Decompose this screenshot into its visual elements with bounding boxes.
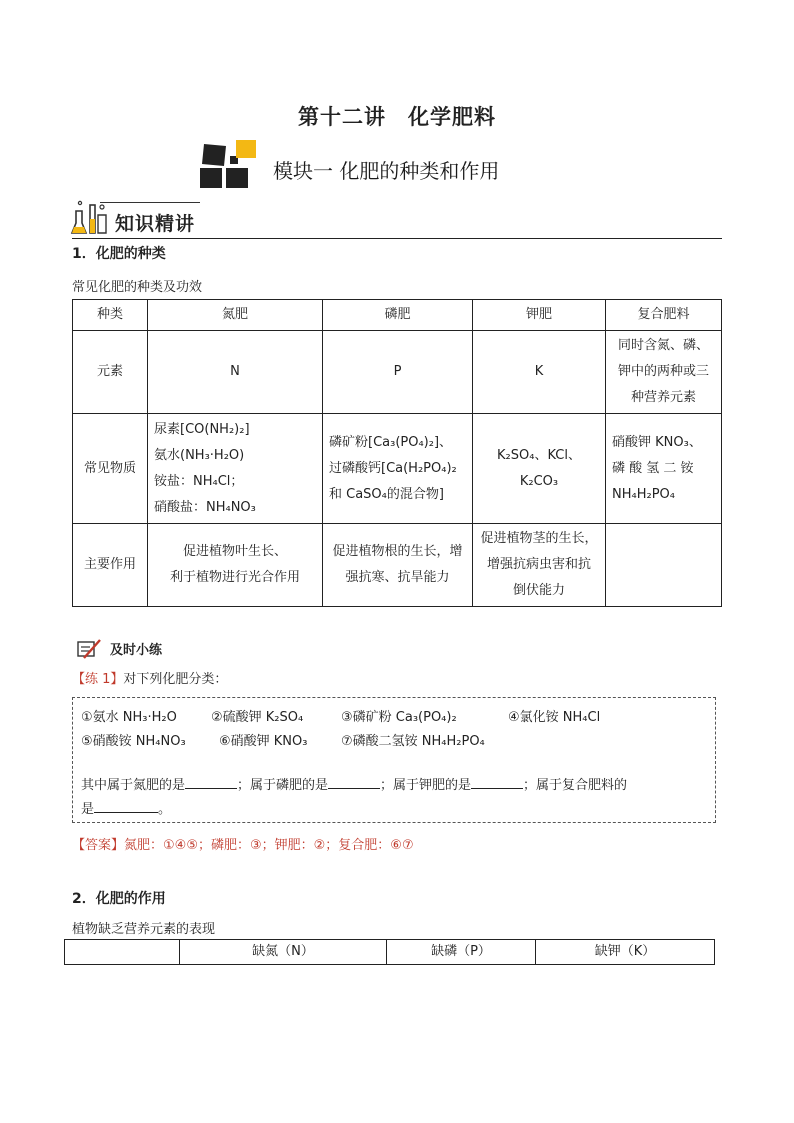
practice-prompt-line1: [81, 774, 627, 793]
table-caption-2: 植物缺乏营养元素的表现: [72, 922, 216, 937]
table-cell: [606, 524, 722, 607]
banner-top-rule: [100, 202, 200, 203]
cell-line: NH₄H₂PO₄: [612, 486, 675, 502]
answer-blank-compound[interactable]: [94, 798, 158, 813]
table-cell: [323, 524, 473, 607]
option-4: ④氯化铵 NH₄Cl: [508, 710, 601, 725]
cell-line: 和 CaSO₄的混合物]: [329, 486, 444, 502]
cell-line: 利于植物进行光合作用: [169, 570, 300, 585]
header-cell: 缺磷（P）: [387, 940, 536, 965]
module-logo-icon: [198, 138, 260, 190]
table-row-function: [73, 524, 722, 607]
banner-rule: [72, 238, 722, 239]
practice-prompt-line2: [81, 798, 171, 817]
option-3: ③磷矿粉 Ca₃(PO₄)₂: [341, 710, 457, 725]
option-2: ②硫酸钾 K₂SO₄: [211, 710, 304, 725]
header-cell: 氮肥: [148, 300, 323, 331]
answer-blank-k[interactable]: [471, 774, 523, 789]
cell-line: 促进植物叶生长、: [182, 544, 287, 559]
cell-line: 增强抗病虫害和抗: [486, 557, 591, 572]
practice-tag: 【练 1】: [72, 672, 124, 687]
prompt-text: ；属于磷肥的是: [237, 778, 329, 793]
row-label: 常见物质: [73, 414, 148, 524]
row-label: 元素: [73, 331, 148, 414]
table-cell: [323, 414, 473, 524]
table-cell: [148, 414, 323, 524]
prompt-text: 。: [158, 802, 172, 817]
table-row-element: [73, 331, 722, 414]
header-cell: 复合肥料: [606, 300, 722, 331]
page-title: 第十二讲 化学肥料: [298, 104, 496, 129]
cell-line: 尿素[CO(NH₂)₂]: [154, 421, 250, 437]
practice-answer: [72, 834, 414, 853]
table-cell: [148, 524, 323, 607]
cell-line: 磷矿粉[Ca₃(PO₄)₂]、: [329, 434, 453, 450]
answer-blank-n[interactable]: [185, 774, 237, 789]
table-cell: 同时含氮、磷、钾中的两种或三种营养元素: [606, 331, 722, 414]
answer-text: 氮肥：①④⑤；磷肥：③；钾肥：②；复合肥：⑥⑦: [124, 838, 414, 853]
option-1: ①氨水 NH₃·H₂O: [81, 710, 177, 725]
option-6: ⑥硝酸钾 KNO₃: [219, 734, 308, 749]
prompt-text: 是: [81, 802, 95, 817]
header-cell: [65, 940, 180, 965]
cell-line: 磷 酸 氢 二 铵: [612, 460, 694, 476]
table-caption-1: 常见化肥的种类及功效: [72, 280, 203, 295]
cell-line: 硝酸盐：NH₄NO₃: [154, 499, 256, 515]
header-cell: 钾肥: [473, 300, 606, 331]
table-row-substances: [73, 414, 722, 524]
answer-tag: 【答案】: [72, 838, 125, 853]
cell-line: 过磷酸钙[Ca(H₂PO₄)₂: [329, 460, 457, 476]
prompt-text: ；属于复合肥料的: [523, 778, 628, 793]
option-5: ⑤硝酸铵 NH₄NO₃: [81, 734, 186, 749]
table-cell: [473, 524, 606, 607]
cell-line: 硝酸钾 KNO₃、: [612, 434, 702, 450]
table-cell: [606, 414, 722, 524]
cell-line: 促进植物根的生长，增: [332, 544, 463, 559]
lab-flask-icon: [70, 197, 112, 237]
header-cell: 缺钾（K）: [536, 940, 715, 965]
cell-line: 促进植物茎的生长，: [480, 531, 598, 546]
deficiency-table: [64, 939, 715, 965]
knowledge-banner-label: 知识精讲: [115, 213, 196, 235]
header-cell: 磷肥: [323, 300, 473, 331]
section-heading-2: 2．化肥的作用: [72, 891, 166, 907]
cell-line: 强抗寒、抗旱能力: [345, 570, 450, 585]
section-heading-1: 1．化肥的种类: [72, 246, 166, 262]
prompt-text: ；属于钾肥的是: [380, 778, 472, 793]
cell-line: 氨水(NH₃·H₂O): [154, 447, 245, 463]
cell-line: 倒伏能力: [512, 583, 565, 598]
table-cell: K: [473, 331, 606, 414]
table-header-row: [73, 300, 722, 331]
table-cell: K₂SO₄、KCl、K₂CO₃: [473, 414, 606, 524]
table-cell: N: [148, 331, 323, 414]
prompt-text: 其中属于氮肥的是: [81, 778, 186, 793]
option-7: ⑦磷酸二氢铵 NH₄H₂PO₄: [341, 734, 485, 749]
table-cell: P: [323, 331, 473, 414]
cell-line: 铵盐：NH₄Cl；: [154, 473, 244, 489]
header-cell: 种类: [73, 300, 148, 331]
fertilizer-types-table: [72, 299, 722, 607]
row-label: 主要作用: [73, 524, 148, 607]
table-header-row: [65, 940, 715, 965]
answer-blank-p[interactable]: [328, 774, 380, 789]
pencil-practice-icon: [76, 638, 102, 660]
module-title: 模块一 化肥的种类和作用: [273, 159, 500, 183]
practice-question: [72, 668, 227, 687]
practice-label: 及时小练: [110, 643, 163, 658]
practice-question-text: 对下列化肥分类：: [123, 672, 228, 687]
header-cell: 缺氮（N）: [180, 940, 387, 965]
